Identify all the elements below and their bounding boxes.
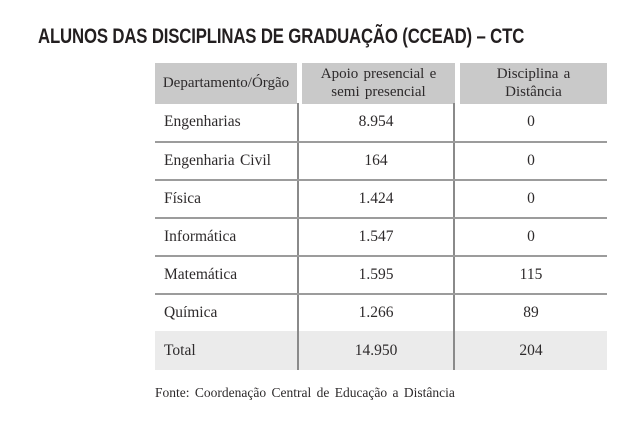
apoio-cell: 1.266 (297, 295, 455, 331)
distancia-cell: 0 (527, 228, 535, 245)
department-cell: Física (164, 190, 202, 207)
apoio-cell: 164 (297, 143, 455, 179)
apoio-cell: 1.424 (297, 181, 455, 217)
total-distancia-value: 204 (519, 341, 543, 359)
department-cell: Informática (164, 228, 237, 245)
department-cell: Química (164, 304, 218, 321)
distancia-cell: 0 (527, 152, 535, 169)
department-cell: Engenharia Civil (164, 152, 271, 169)
page-title: ALUNOS DAS DISCIPLINAS DE GRADUAÇÃO (CCEAD) – CTC (38, 24, 525, 48)
table-row (155, 179, 607, 217)
apoio-cell: 1.547 (297, 219, 455, 255)
column-header-disciplina-distancia: Disciplina a Distância (455, 63, 607, 104)
apoio-cell: 1.595 (297, 257, 455, 293)
table-row (155, 217, 607, 255)
header-row (155, 63, 607, 104)
students-table (155, 63, 607, 370)
column-header-apoio-presencial: Apoio presencial e semi presencial (297, 63, 455, 104)
department-cell: Matemática (164, 266, 238, 283)
table-row (155, 103, 607, 141)
table-row (155, 293, 607, 331)
table-row (155, 255, 607, 293)
column-header-departamento: Departamento/Órgão (155, 63, 297, 104)
distancia-cell: 0 (527, 113, 535, 130)
table-row (155, 141, 607, 179)
department-cell: Engenharias (164, 113, 241, 130)
distancia-cell: 0 (527, 190, 535, 207)
source-note: Fonte: Coordenação Central de Educação a Distância (155, 385, 455, 400)
total-row (155, 331, 607, 370)
table-header (155, 63, 607, 103)
total-label: Total (164, 341, 196, 359)
table-total (155, 331, 607, 370)
apoio-cell: 8.954 (297, 103, 455, 141)
distancia-cell: 89 (523, 304, 539, 321)
total-apoio-value: 14.950 (297, 331, 455, 370)
table-body (155, 103, 607, 331)
distancia-cell: 115 (519, 266, 543, 283)
